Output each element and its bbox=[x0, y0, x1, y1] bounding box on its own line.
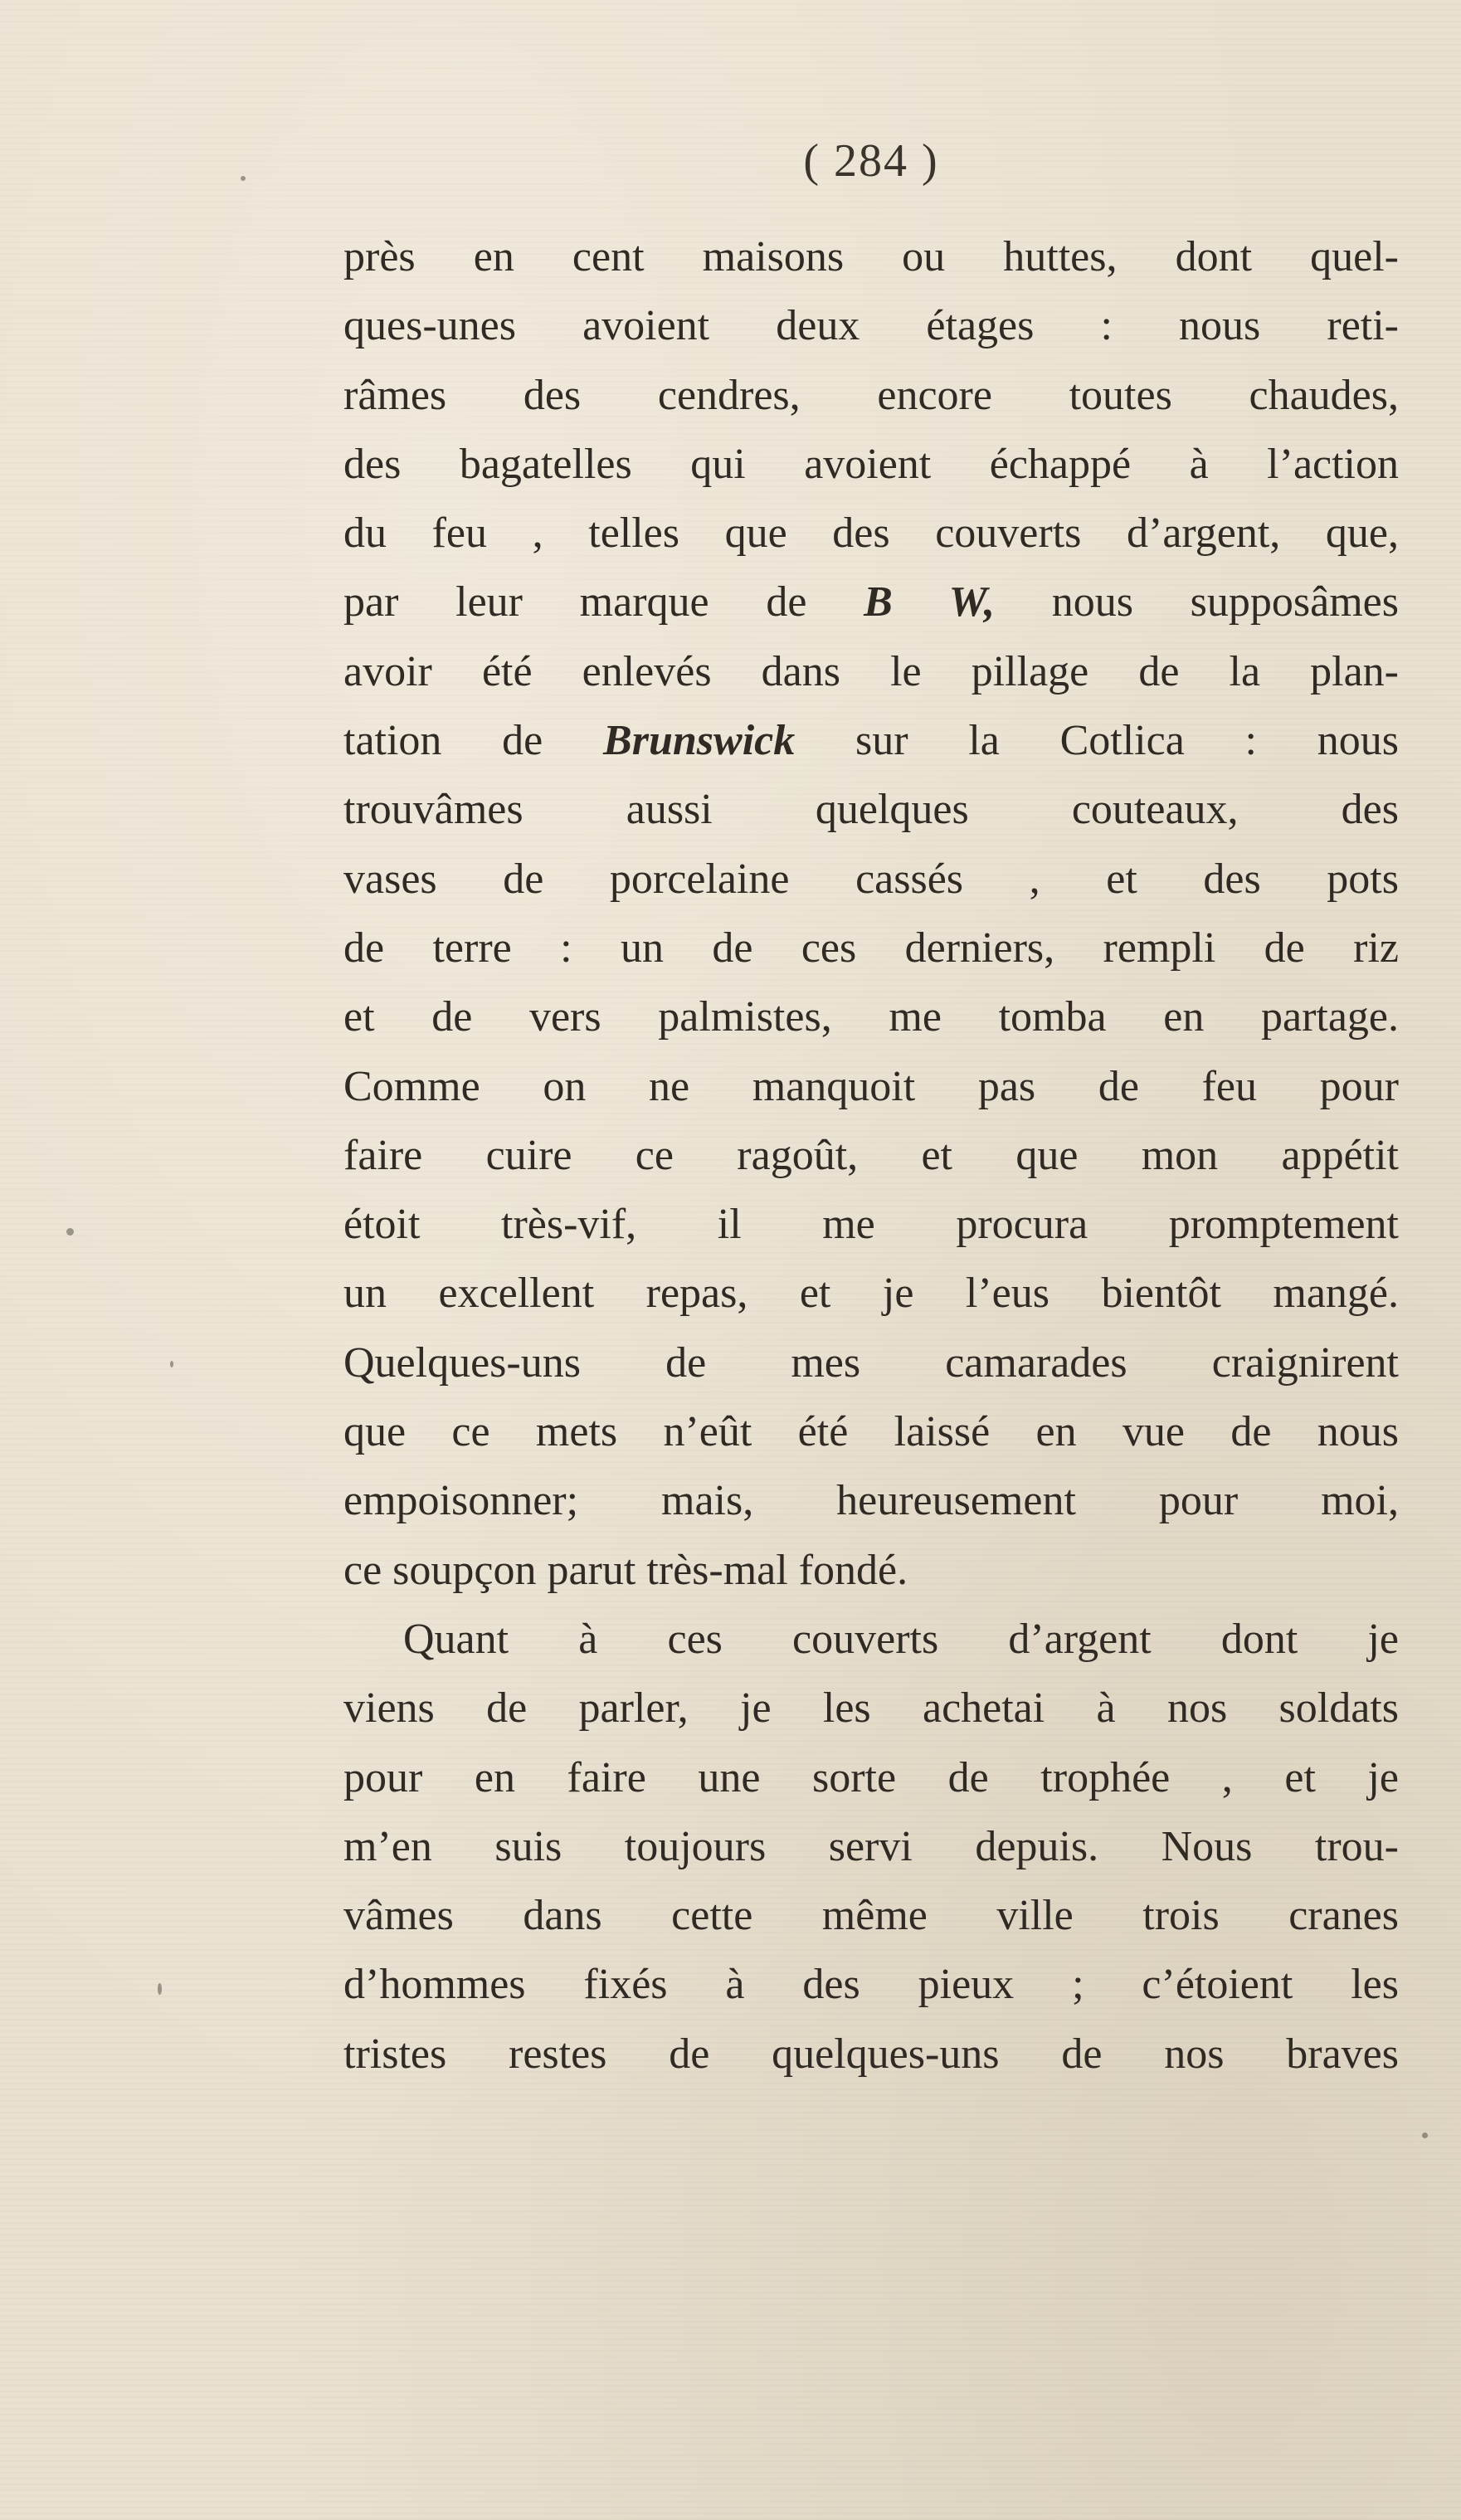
paper-speck bbox=[241, 176, 246, 181]
text-line: viens de parler, je les achetai à nos soldats bbox=[343, 1684, 1399, 1733]
text-line: Quelques-uns de mes camarades craignirent bbox=[343, 1338, 1399, 1387]
body-text bbox=[343, 222, 1399, 2089]
text-line: m’en suis toujours servi depuis. Nous trou- bbox=[343, 1822, 1399, 1870]
text-line: des bagatelles qui avoient échappé à l’action bbox=[343, 440, 1399, 488]
text-line bbox=[343, 568, 1399, 636]
text-line bbox=[343, 706, 1399, 775]
text-line: râmes des cendres, encore toutes chaudes, bbox=[343, 371, 1399, 419]
text-segment: sur la Cotlica : nous bbox=[795, 717, 1399, 765]
text-line: que ce mets n’eût été laissé en vue de nous bbox=[343, 1408, 1399, 1456]
text-line: d’hommes fixés à des pieux ; c’étoient les bbox=[343, 1961, 1399, 2009]
page-number: ( 284 ) bbox=[803, 135, 939, 187]
text-line: avoir été enlevés dans le pillage de la plan- bbox=[343, 647, 1399, 695]
text-line: trouvâmes aussi quelques couteaux, des bbox=[343, 786, 1399, 834]
text-line: et de vers palmistes, me tomba en partage. bbox=[343, 993, 1399, 1041]
text-line: ques-unes avoient deux étages : nous reti- bbox=[343, 302, 1399, 350]
text-line: vases de porcelaine cassés , et des pots bbox=[343, 855, 1399, 903]
paper-speck bbox=[170, 1361, 173, 1367]
place-name-italic: Brunswick bbox=[603, 717, 796, 765]
text-line: étoit très-vif, il me procura promptement bbox=[343, 1201, 1399, 1249]
text-line: près en cent maisons ou huttes, dont quel- bbox=[343, 233, 1399, 280]
text-segment: nous supposâmes bbox=[995, 578, 1399, 626]
text-line: pour en faire une sorte de trophée , et je bbox=[343, 1753, 1399, 1801]
text-line: Comme on ne manquoit pas de feu pour bbox=[343, 1062, 1399, 1110]
text-segment: par leur marque de bbox=[343, 578, 864, 626]
initials-italic: B W, bbox=[864, 578, 995, 626]
text-line: un excellent repas, et je l’eus bientôt mangé. bbox=[343, 1270, 1399, 1318]
text-line: empoisonner; mais, heureusement pour moi, bbox=[343, 1477, 1399, 1525]
text-line: du feu , telles que des couverts d’argent, que, bbox=[343, 509, 1399, 558]
text-segment: tation de bbox=[343, 717, 604, 765]
text-line: Quant à ces couverts d’argent dont je bbox=[403, 1615, 1399, 1663]
text-line: tristes restes de quelques-uns de nos braves bbox=[343, 2030, 1399, 2078]
paper-speck bbox=[66, 1228, 74, 1236]
text-line: ce soupçon parut très-mal fondé. bbox=[343, 1546, 908, 1594]
paper-speck bbox=[1422, 2132, 1428, 2138]
paper-speck bbox=[158, 1983, 162, 1995]
text-line: faire cuire ce ragoût, et que mon appétit bbox=[343, 1131, 1399, 1179]
text-line: vâmes dans cette même ville trois cranes bbox=[343, 1892, 1399, 1940]
text-line: de terre : un de ces derniers, rempli de riz bbox=[343, 924, 1399, 972]
